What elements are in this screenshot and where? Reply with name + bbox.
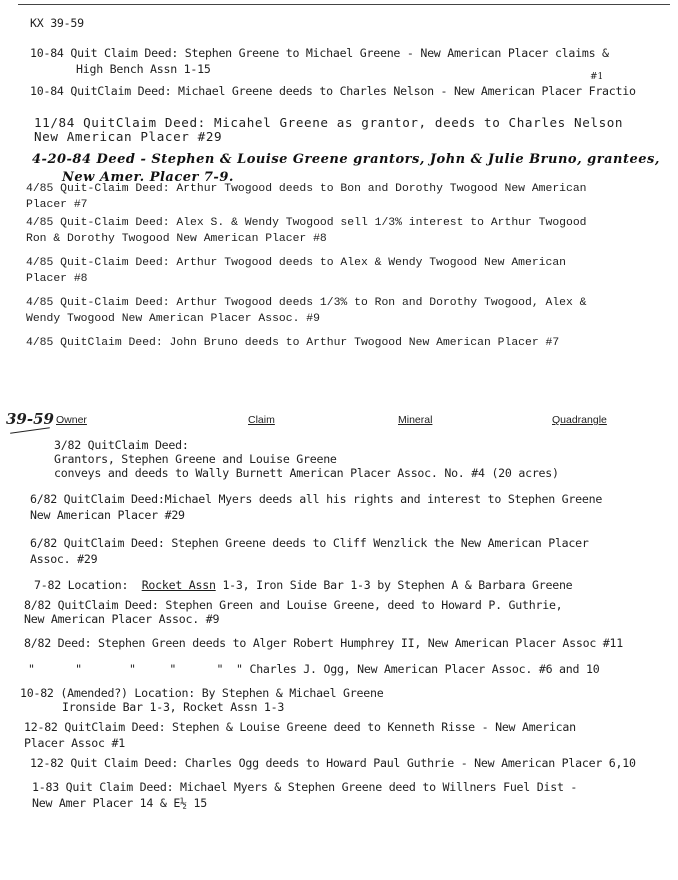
entry-4-85-d: 4/85 Quit-Claim Deed: Arthur Twogood deeds 1/3% to Ron and Dorothy Twogood, Alex & bbox=[26, 297, 587, 309]
column-owner: Owner bbox=[56, 414, 87, 426]
entry-4-85-c: 4/85 Quit-Claim Deed: Arthur Twogood deeds to Alex & Wendy Twogood New American bbox=[26, 257, 567, 269]
entry-4-85-b-cont: Ron & Dorothy Twogood New American Placer #8 bbox=[26, 233, 327, 245]
entry-4-85-a-cont: Placer #7 bbox=[26, 199, 88, 211]
entry-10-84-b: 10-84 QuitClaim Deed: Michael Greene deeds to Charles Nelson - New American Placer Fractio bbox=[30, 84, 636, 98]
entry-1-83: 1-83 Quit Claim Deed: Michael Myers & Stephen Greene deed to Willners Fuel Dist - bbox=[32, 780, 578, 794]
entry-3-82-grantors: Grantors, Stephen Greene and Louise Greene bbox=[54, 452, 337, 466]
entry-4-85-c-cont: Placer #8 bbox=[26, 273, 88, 285]
entry-8-82-a-cont: New American Placer Assoc. #9 bbox=[24, 612, 220, 626]
entry-1-83-cont: New Amer Placer 14 & E½ 15 bbox=[32, 796, 207, 810]
entry-7-82-rocket-assn: Rocket Assn bbox=[141, 578, 216, 592]
file-stamp: 39-59 bbox=[6, 410, 54, 428]
entry-10-82: 10-82 (Amended?) Location: By Stephen & Michael Greene bbox=[20, 686, 384, 700]
entry-3-82: 3/82 QuitClaim Deed: bbox=[54, 438, 189, 452]
column-header-row bbox=[0, 414, 678, 432]
entry-4-85-d-cont: Wendy Twogood New American Placer Assoc. #9 bbox=[26, 313, 320, 325]
entry-12-82-a-cont: Placer Assoc #1 bbox=[24, 736, 125, 750]
ditto-marks: " " " " " bbox=[28, 662, 224, 676]
entry-11-84-cont: New American Placer #29 bbox=[34, 129, 223, 144]
entry-11-84: 11/84 QuitClaim Deed: Micahel Greene as grantor, deeds to Charles Nelson bbox=[34, 115, 624, 130]
entry-4-85-e: 4/85 QuitClaim Deed: John Bruno deeds to Arthur Twogood New American Placer #7 bbox=[26, 337, 560, 349]
handwritten-mark: #1 bbox=[590, 72, 604, 82]
entry-4-85-a: 4/85 Quit-Claim Deed: Arthur Twogood deeds to Bon and Dorothy Twogood New American bbox=[26, 183, 587, 195]
entry-10-82-cont: Ironside Bar 1-3, Rocket Assn 1-3 bbox=[62, 700, 285, 714]
handwritten-deed-line2: New Amer. Placer 7-9. bbox=[62, 170, 234, 185]
top-rule bbox=[18, 4, 670, 5]
entry-7-82-suffix: 1-3, Iron Side Bar 1-3 by Stephen A & Barbara Greene bbox=[215, 578, 573, 592]
entry-8-82-a: 8/82 QuitClaim Deed: Stephen Green and Louise Greene, deed to Howard P. Guthrie, bbox=[24, 598, 563, 612]
entry-6-82-a-cont: New American Placer #29 bbox=[30, 508, 185, 522]
entry-ogg: " Charles J. Ogg, New American Placer Assoc. #6 and 10 bbox=[236, 662, 600, 676]
entry-12-82-b: 12-82 Quit Claim Deed: Charles Ogg deeds to Howard Paul Guthrie - New American Placer 6,10 bbox=[30, 756, 636, 770]
entry-10-84-a-cont: High Bench Assn 1-15 bbox=[76, 62, 211, 76]
entry-6-82-b-cont: Assoc. #29 bbox=[30, 552, 98, 566]
entry-3-82-conveys: conveys and deeds to Wally Burnett American Placer Assoc. No. #4 (20 acres) bbox=[54, 466, 559, 480]
handwritten-deed-line1: 4-20-84 Deed - Stephen & Louise Greene grantors, John & Julie Bruno, grantees, bbox=[32, 152, 660, 167]
column-mineral: Mineral bbox=[398, 414, 433, 426]
entry-7-82-prefix: 7-82 Location: bbox=[34, 578, 142, 592]
entry-10-84-a: 10-84 Quit Claim Deed: Stephen Greene to Michael Greene - New American Placer claims & bbox=[30, 46, 609, 60]
column-quadrangle: Quadrangle bbox=[552, 414, 607, 426]
entry-12-82-a: 12-82 QuitClaim Deed: Stephen & Louise Greene deed to Kenneth Risse - New American bbox=[24, 720, 576, 734]
entry-8-82-b: 8/82 Deed: Stephen Green deeds to Alger Robert Humphrey II, New American Placer Assoc #11 bbox=[24, 636, 623, 650]
column-claim: Claim bbox=[248, 414, 275, 426]
entry-6-82-b: 6/82 QuitClaim Deed: Stephen Greene deeds to Cliff Wenzlick the New American Placer bbox=[30, 536, 589, 550]
entry-7-82 bbox=[34, 578, 572, 592]
entry-4-85-b: 4/85 Quit-Claim Deed: Alex S. & Wendy Twogood sell 1/3% interest to Arthur Twogood bbox=[26, 217, 587, 229]
entry-6-82-a: 6/82 QuitClaim Deed:Michael Myers deeds all his rights and interest to Stephen Greene bbox=[30, 492, 603, 506]
file-number: KX 39-59 bbox=[30, 16, 84, 30]
